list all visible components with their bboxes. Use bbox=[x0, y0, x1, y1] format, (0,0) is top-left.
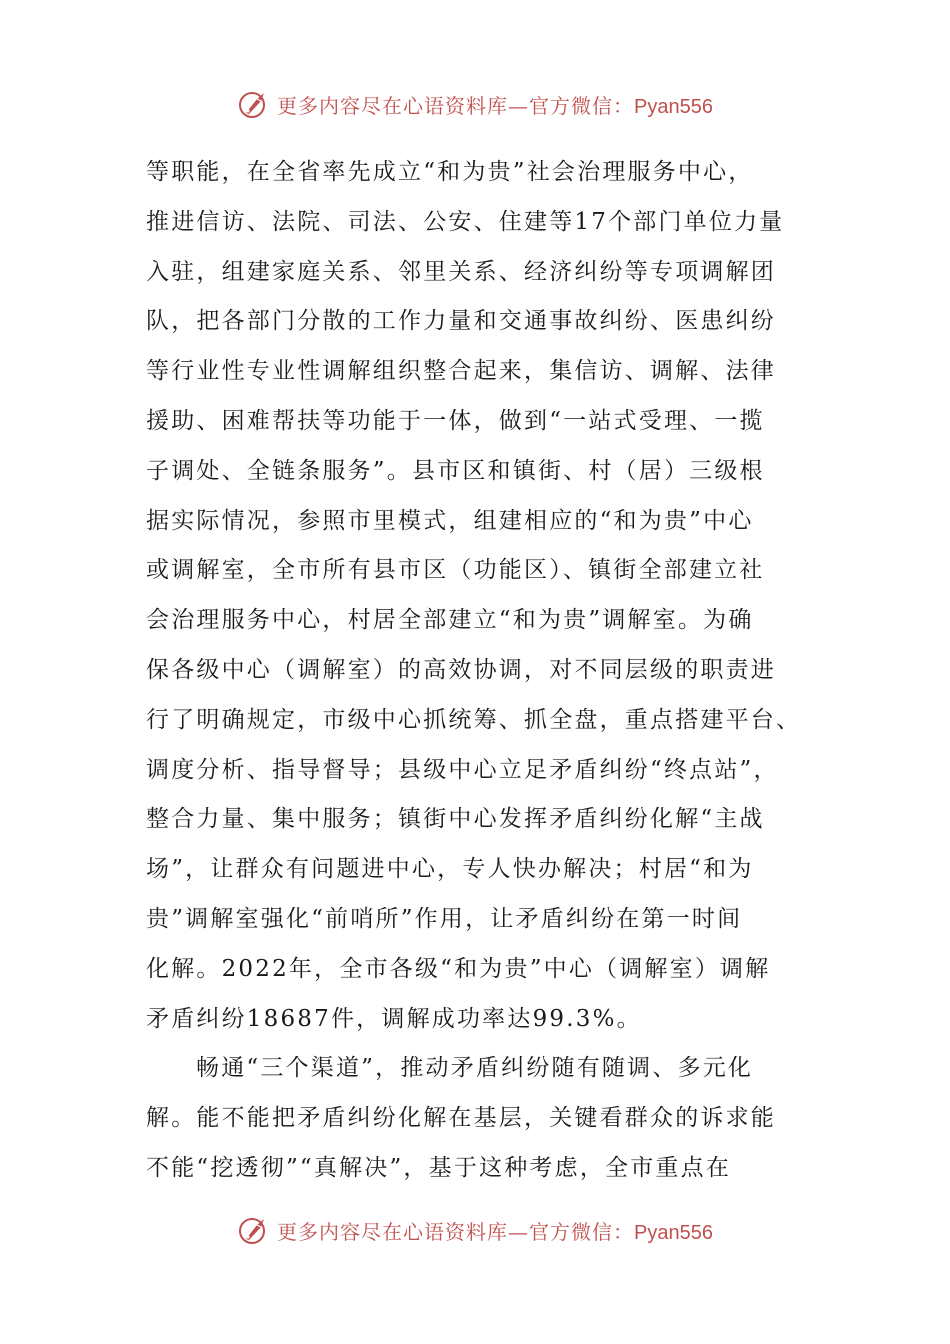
text-line: 贵”调解室强化“前哨所”作用，让矛盾纠纷在第一时间 bbox=[146, 905, 743, 932]
pen-nib-icon bbox=[237, 87, 271, 121]
text-line: 不能“挖透彻”“真解决”，基于这种考虑，全市重点在 bbox=[146, 1154, 732, 1181]
pen-nib-icon bbox=[237, 1213, 271, 1247]
wechat-id: Pyan556 bbox=[634, 95, 713, 118]
footer-banner bbox=[0, 1210, 950, 1250]
text-line: 等行业性专业性调解组织整合起来，集信访、调解、法律 bbox=[146, 358, 776, 385]
wechat-id: Pyan556 bbox=[634, 1221, 713, 1244]
text-line: 援助、困难帮扶等功能于一体，做到“一站式受理、一揽 bbox=[146, 407, 765, 434]
text-line: 队，把各部门分散的工作力量和交通事故纠纷、医患纠纷 bbox=[146, 308, 776, 335]
text-line: 调度分析、指导督导；县级中心立足矛盾纠纷“终点站”， bbox=[146, 756, 779, 783]
document-body bbox=[146, 148, 802, 1194]
text-line: 保各级中心（调解室）的高效协调，对不同层级的职责进 bbox=[146, 656, 776, 683]
banner-text: 更多内容尽在心语资料库—官方微信：Pyan556 bbox=[277, 1219, 713, 1244]
text-line: 化解。2022年，全市各级“和为贵”中心（调解室）调解 bbox=[146, 955, 771, 982]
text-line: 会治理服务中心，村居全部建立“和为贵”调解室。为确 bbox=[146, 607, 754, 634]
text-line: 等职能，在全省率先成立“和为贵”社会治理服务中心， bbox=[146, 159, 754, 185]
text-line: 解。能不能把矛盾纠纷化解在基层，关键看群众的诉求能 bbox=[146, 1105, 776, 1132]
text-line: 子调处、全链条服务”。县市区和镇街、村（居）三级根 bbox=[146, 457, 765, 484]
text-line: 整合力量、集中服务；镇街中心发挥矛盾纠纷化解“主战 bbox=[146, 806, 765, 833]
text-line: 行了明确规定，市级中心抓统筹、抓全盘，重点搭建平台、 bbox=[146, 706, 802, 733]
text-line: 矛盾纠纷18687件，调解成功率达99.3%。 bbox=[146, 1005, 642, 1032]
header-banner bbox=[0, 84, 950, 124]
paragraph-start-line: 畅通“三个渠道”，推动矛盾纠纷随有随调、多元化 bbox=[196, 1055, 754, 1082]
text-line: 或调解室，全市所有县市区（功能区）、镇街全部建立社 bbox=[146, 557, 765, 584]
text-line: 场”，让群众有问题进中心，专人快办解决；村居“和为 bbox=[146, 856, 754, 883]
text-line: 推进信访、法院、司法、公安、住建等17个部门单位力量 bbox=[146, 208, 785, 235]
text-line: 入驻，组建家庭关系、邻里关系、经济纠纷等专项调解团 bbox=[146, 258, 776, 285]
banner-text: 更多内容尽在心语资料库—官方微信：Pyan556 bbox=[277, 93, 713, 118]
text-line: 据实际情况，参照市里模式，组建相应的“和为贵”中心 bbox=[146, 507, 754, 534]
